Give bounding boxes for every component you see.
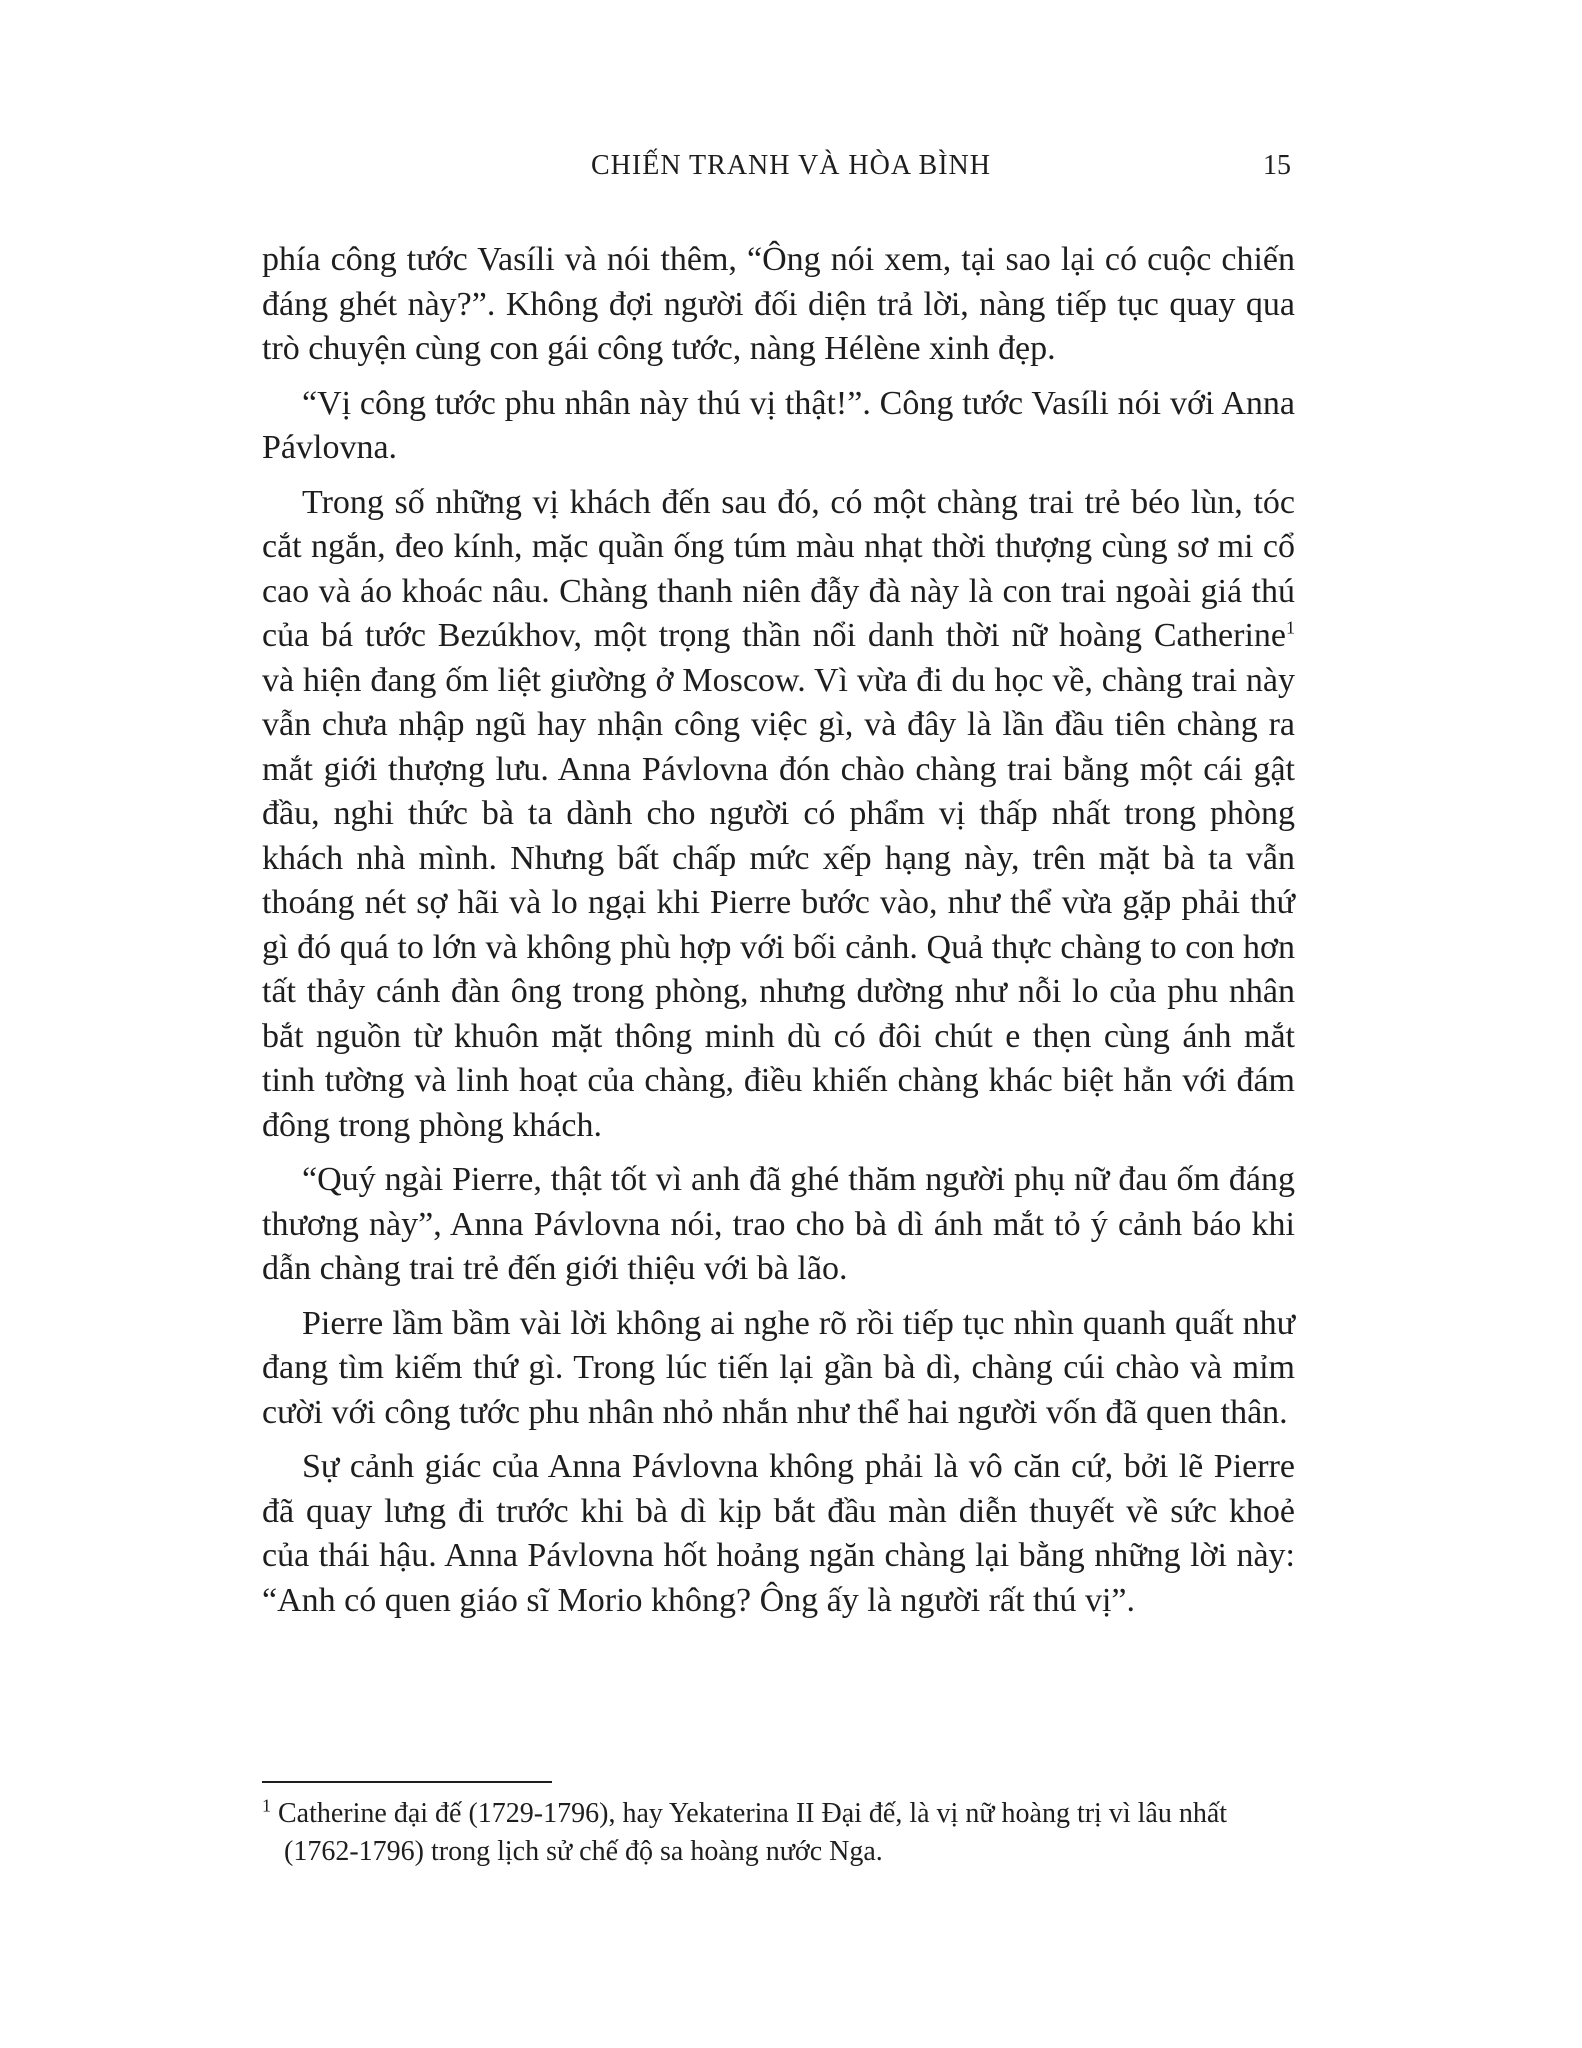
paragraph-3: [262, 481, 1295, 1149]
footnote-divider: [262, 1781, 552, 1783]
footnote: [262, 1795, 1295, 1871]
running-head: [0, 150, 1582, 190]
page-number: 15: [1263, 150, 1291, 181]
paragraph-3-text-before: Trong số những vị khách đến sau đó, có một chàng trai trẻ béo lùn, tóc cắt ngắn, đeo kính, mặc quần ống túm màu nhạt thời thượng cùng sơ mi cổ cao và áo khoác nâu. Chàng thanh niên đẫy đà này là con trai ngoài giá thú của bá tước Bezúkhov, một trọng thần nổi danh thời nữ hoàng Catherine: [262, 483, 1295, 654]
body-text: [262, 238, 1295, 1633]
paragraph-4: “Quý ngài Pierre, thật tốt vì anh đã ghé thăm người phụ nữ đau ốm đáng thương này”, Anna Pávlovna nói, trao cho bà dì ánh mắt tỏ ý cảnh báo khi dẫn chàng trai trẻ đến giới thiệu với bà lão.: [262, 1161, 1295, 1287]
paragraph-5: Pierre lầm bầm vài lời không ai nghe rõ rồi tiếp tục nhìn quanh quất như đang tìm kiếm thứ gì. Trong lúc tiến lại gần bà dì, chàng cúi chào và mỉm cười với công tước phu nhân nhỏ nhắn như thể hai người vốn đã quen thân.: [262, 1304, 1295, 1431]
footnote-item: [262, 1795, 1295, 1871]
paragraph-3-text-after: và hiện đang ốm liệt giường ở Moscow. Vì vừa đi du học về, chàng trai này vẫn chưa nhập ngũ hay nhận công việc gì, và đây là lần đầu tiên chàng ra mắt giới thượng lưu. Anna Pávlovna đón chào chàng trai bằng một cái gật đầu, nghi thức bà ta dành cho người có phẩm vị thấp nhất trong phòng khách nhà mình. Nhưng bất chấp mức xếp hạng này, trên mặt bà ta vẫn thoáng nét sợ hãi và lo ngại khi Pierre bước vào, như thể vừa gặp phải thứ gì đó quá to lớn và không phù hợp với bối cảnh. Quả thực chàng to con hơn tất thảy cánh đàn ông trong phòng, nhưng dường như nỗi lo của phu nhân bắt nguồn từ khuôn mặt thông minh dù có đôi chút e thẹn cùng ánh mắt tinh tường và linh hoạt của chàng, điều khiến chàng khác biệt hẳn với đám đông trong phòng khách.: [262, 661, 1295, 1144]
paragraph-2: “Vị công tước phu nhân này thú vị thật!”. Công tước Vasíli nói với Anna Pávlovna.: [262, 384, 1295, 466]
book-title: CHIẾN TRANH VÀ HÒA BÌNH: [591, 150, 991, 181]
footnote-reference: 1: [1286, 617, 1295, 638]
paragraph-1: phía công tước Vasíli và nói thêm, “Ông nói xem, tại sao lại có cuộc chiến đáng ghét này?”. Không đợi người đối diện trả lời, nàng tiếp tục quay qua trò chuyện cùng con gái công tước, nàng Hélène xinh đẹp.: [262, 241, 1295, 367]
paragraph-6: Sự cảnh giác của Anna Pávlovna không phải là vô căn cứ, bởi lẽ Pierre đã quay lưng đi trước khi bà dì kịp bắt đầu màn diễn thuyết về sức khoẻ của thái hậu. Anna Pávlovna hốt hoảng ngăn chàng lại bằng những lời này: “Anh có quen giáo sĩ Morio không? Ông ấy là người rất thú vị”.: [262, 1448, 1295, 1619]
footnote-marker: 1: [262, 1795, 271, 1816]
footnote-text: Catherine đại đế (1729-1796), hay Yekaterina II Đại đế, là vị nữ hoàng trị vì lâu nhất (1762-1796) trong lịch sử chế độ sa hoàng nước Nga.: [278, 1798, 1228, 1867]
